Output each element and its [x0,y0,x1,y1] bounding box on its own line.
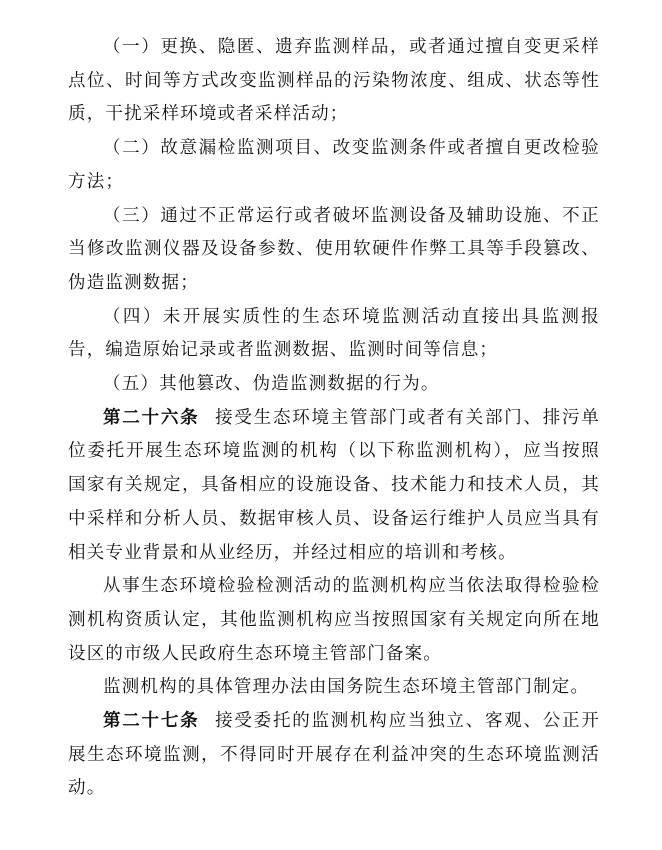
article-26-paragraph-3 [68,671,600,705]
article-26-paragraph-2 [68,570,600,671]
paragraph-text: （四）未开展实质性的生态环境监测活动直接出具监测报告，编造原始记录或者监测数据、监测时间等信息； [68,306,600,361]
paragraph-text: （三）通过不正常运行或者破坏监测设备及辅助设施、不正当修改监测仪器及设备参数、使用软硬件作弊工具等手段篡改、伪造监测数据； [68,205,600,293]
paragraph-text: （二）故意漏检监测项目、改变监测条件或者擅自更改检验方法； [68,138,600,192]
article-26-paragraph [68,402,600,571]
article-27-heading: 第二十七条 [103,711,200,732]
list-item-5 [68,368,600,402]
paragraph-text: 接受生态环境主管部门或者有关部门、排污单位委托开展生态环境监测的机构（以下称监测机构），应当按照国家有关规定，具备相应的设施设备、技术能力和技术人员，其中采样和分析人员、数据审核人员、设备运行维护人员应当具有相关专业背景和从业经历，并经过相应的培训和考核。 [68,407,601,563]
paragraph-text: 监测机构的具体管理办法由国务院生态环境主管部门制定。 [103,677,590,698]
paragraph-text: （一）更换、隐匿、遗弃监测样品，或者通过擅自变更采样点位、时间等方式改变监测样品的污染物浓度、组成、状态等性质，干扰采样环境或者采样活动； [68,37,600,125]
list-item-4 [68,301,600,368]
list-item-1 [68,31,600,132]
article-27-paragraph [68,705,600,806]
list-item-3 [68,200,600,301]
list-item-2 [68,132,600,199]
article-26-heading: 第二十六条 [103,407,200,428]
paragraph-text: 接受委托的监测机构应当独立、客观、公正开展生态环境监测，不得同时开展存在利益冲突的生态环境监测活动。 [68,711,601,799]
paragraph-text: 从事生态环境检验检测活动的监测机构应当依法取得检验检测机构资质认定，其他监测机构应当按照国家有关规定向所在地设区的市级人民政府生态环境主管部门备案。 [68,576,600,664]
paragraph-text: （五）其他篡改、伪造监测数据的行为。 [103,374,440,395]
